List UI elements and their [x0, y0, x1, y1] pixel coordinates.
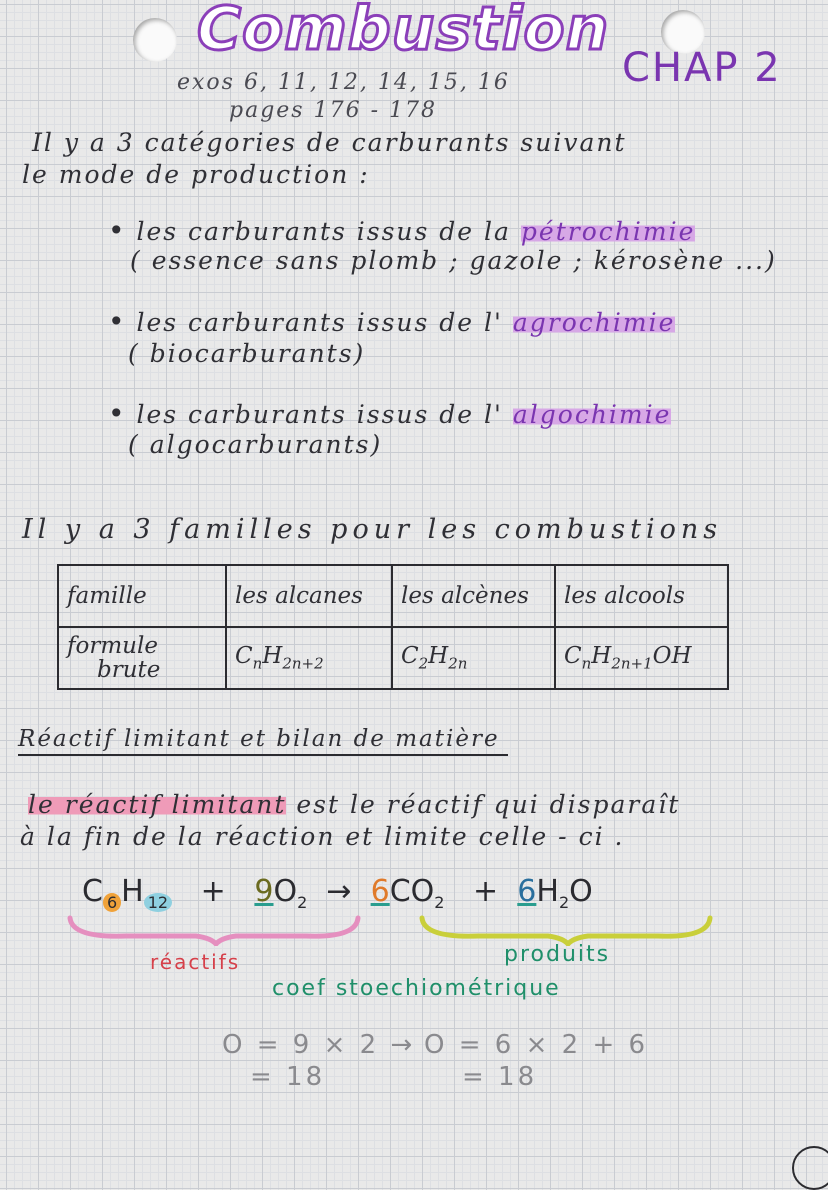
- definition-line-2: à la fin de la réaction et limite celle - ci .: [20, 822, 625, 851]
- families-intro: Il y a 3 familles pour les combustions: [22, 514, 723, 545]
- category-3-text: les carburants issus de l': [136, 400, 503, 429]
- brace-products: [418, 912, 718, 946]
- reactant-hexane: C $_6$ H $_{12}$: [82, 874, 172, 909]
- bullet-icon: •: [108, 214, 127, 247]
- category-1-text: les carburants issus de la: [136, 217, 511, 246]
- page-title: Combustion: [197, 0, 610, 64]
- category-3-term: algochimie: [512, 400, 672, 429]
- balance-left-2: = 18: [250, 1062, 326, 1092]
- families-table: [57, 564, 729, 690]
- pages-ref: pages 176 - 178: [229, 98, 437, 123]
- table-row: [58, 627, 728, 689]
- category-2-text: les carburants issus de l': [136, 308, 503, 337]
- binder-hole-left: [133, 18, 177, 62]
- category-1-examples: ( essence sans plomb ; gazole ; kérosène ...): [130, 246, 777, 275]
- page-corner-mark: [792, 1146, 828, 1190]
- label-products: produits: [504, 942, 611, 967]
- definition-rest: est le réactif qui disparaît: [296, 790, 681, 819]
- chapter-label: CHAP 2: [622, 45, 782, 91]
- table-row-label: [58, 627, 226, 689]
- category-2: [108, 305, 675, 338]
- category-3: [108, 397, 671, 430]
- intro-line-1: Il y a 3 catégories de carburants suivant: [32, 128, 627, 157]
- category-2-examples: ( biocarburants): [128, 339, 366, 368]
- brace-reactants: [66, 912, 366, 946]
- table-header-famille: famille: [58, 565, 226, 627]
- table-row: [58, 565, 728, 627]
- formula-alcools: $C_nH_{2n+1}OH$: [555, 627, 728, 689]
- table-header-alcanes: les alcanes: [226, 565, 392, 627]
- definition-line-1: [28, 790, 680, 819]
- intro-line-2: le mode de production :: [22, 160, 370, 189]
- category-3-examples: ( algocarburants): [128, 430, 383, 459]
- bullet-icon: •: [108, 397, 127, 430]
- coef-h2o: 6: [517, 874, 537, 909]
- subscript-6: 6: [103, 893, 121, 912]
- bullet-icon: •: [108, 305, 127, 338]
- chemical-equation: C $_6$ H $_{12} + 9O_2 \to 6CO_2 + 6H_2O$: [82, 874, 593, 912]
- section-title: Réactif limitant et bilan de matière: [18, 726, 508, 756]
- label-reactants: réactifs: [150, 950, 241, 974]
- label-coef: coef stoechiométrique: [272, 976, 561, 1001]
- coef-o2: 9: [254, 874, 274, 909]
- balance-left-1: O = 9 × 2 →: [222, 1030, 416, 1060]
- definition-term: le réactif limitant: [28, 790, 287, 819]
- formula-alcenes: $C_2H_{2n}$: [392, 627, 555, 689]
- o2: $O_2$: [273, 874, 308, 912]
- formula-alcanes: $C_nH_{2n+2}$: [226, 627, 392, 689]
- co2: $CO_2$: [389, 874, 445, 912]
- subscript-12: 12: [144, 893, 172, 912]
- category-1: [108, 214, 695, 247]
- row-label-brute: brute: [97, 657, 161, 683]
- h2o: $H_2O$: [536, 874, 593, 912]
- table-header-alcools: les alcools: [555, 565, 728, 627]
- table-header-alcenes: les alcènes: [392, 565, 555, 627]
- balance-right-2: = 18: [462, 1062, 538, 1092]
- balance-right-1: O = 6 × 2 + 6: [424, 1030, 649, 1060]
- category-2-term: agrochimie: [512, 308, 676, 337]
- category-1-term: pétrochimie: [520, 217, 696, 246]
- row-label-formule: formule: [67, 633, 158, 659]
- coef-co2: 6: [370, 874, 390, 909]
- exercises-list: exos 6, 11, 12, 14, 15, 16: [177, 70, 510, 95]
